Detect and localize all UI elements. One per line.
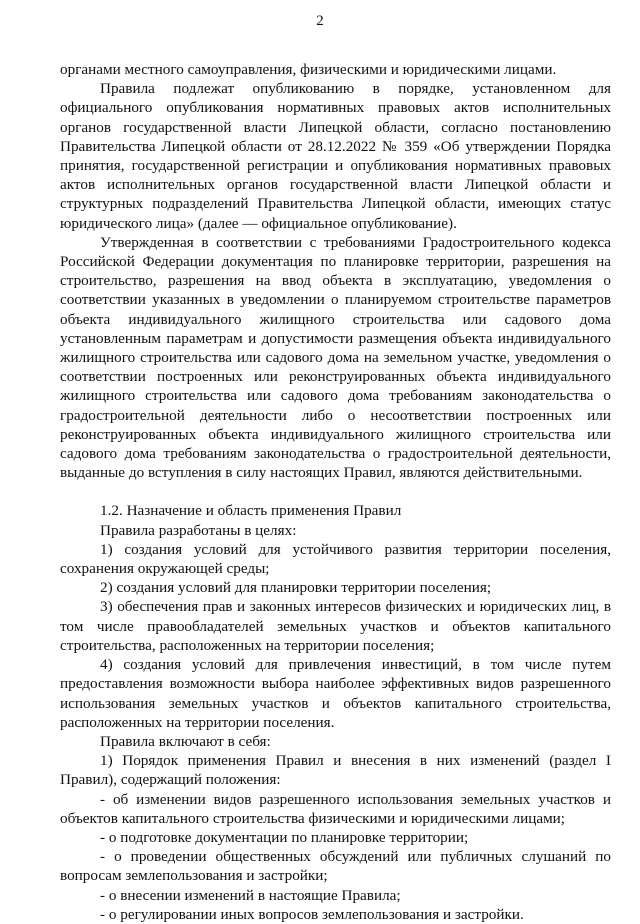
paragraph-publication: Правила подлежат опубликованию в порядке, установленном для официального опубликования нормативных правовых актов исполнительных органов государственной власти Липецкой области, согласно постановлению Правительства Липецкой области от 28.12.2022 № 359 «Об утверждении Порядка принятия, государственной регистрации и опубликования нормативных правовых актов исполнительных органов государственной власти Липецкой области и структурных подразделений Правительства Липецкой области, имеющих статус юридического лица» (далее — официальное опубликование).	[60, 80, 611, 232]
list-item-goal-1: 1) создания условий для устойчивого развития территории поселения, сохранения окружающей среды;	[60, 540, 611, 578]
spacer	[60, 482, 611, 501]
section-heading: 1.2. Назначение и область применения Правил	[100, 502, 402, 520]
paragraph-goals-intro: Правила разработаны в целях:	[100, 521, 297, 539]
list-item-provision-5: - о регулировании иных вопросов землепользования и застройки.	[100, 905, 524, 923]
paragraph-contents-intro: Правила включают в себя:	[100, 732, 271, 750]
paragraph-validity: Утвержденная в соответствии с требованиями Градостроительного кодекса Российской Федерации документация по планировке территории, разрешения на строительство, разрешения на ввод объекта в эксплуатацию, уведомления о соответствии указанных в уведомлении о планируемом строительстве параметров объекта индивидуального жилищного строительства или садового дома установленным параметрам и допустимости размещения объекта индивидуального жилищного строительства или садового дома на земельном участке, уведомления о соответствии построенных или реконструированных объекта индивидуального жилищного строительства или садового дома требованиям законодательства о градостроительной деятельности либо о несоответствии построенных или реконструированных объекта индивидуального жилищного строительства или садового дома требованиям законодательства о градостроительной деятельности, выданные до вступления в силу настоящих Правил, являются действительными.	[60, 233, 611, 482]
document-body	[60, 60, 611, 924]
list-item-provision-2: - о подготовке документации по планировке территории;	[100, 828, 469, 846]
list-item-goal-2: 2) создания условий для планировки территории поселения;	[100, 579, 492, 597]
list-item-contents-1: 1) Порядок применения Правил и внесения в них изменений (раздел I Правил), содержащий положения:	[60, 752, 611, 789]
list-item-provision-4: - о внесении изменений в настоящие Правила;	[100, 886, 401, 904]
list-item-provision-3: - о проведении общественных обсуждений или публичных слушаний по вопросам землепользования и застройки;	[60, 848, 611, 885]
list-item-goal-4: 4) создания условий для привлечения инвестиций, в том числе путем предоставления возможности выбора наиболее эффективных видов разрешенного использования земельных участков и объектов капитального строительства, расположенных на территории поселения.	[60, 656, 611, 731]
paragraph-continuation: органами местного самоуправления, физическими и юридическими лицами.	[60, 61, 557, 78]
list-item-goal-3: 3) обеспечения прав и законных интересов физических и юридических лиц, в том числе правообладателей земельных участков и объектов капитального строительства, расположенных на территории поселения;	[60, 598, 611, 654]
list-item-provision-1: - об изменении видов разрешенного использования земельных участков и объектов капитального строительства физическими и юридическими лицами;	[60, 790, 611, 827]
page-number: 2	[316, 13, 324, 29]
